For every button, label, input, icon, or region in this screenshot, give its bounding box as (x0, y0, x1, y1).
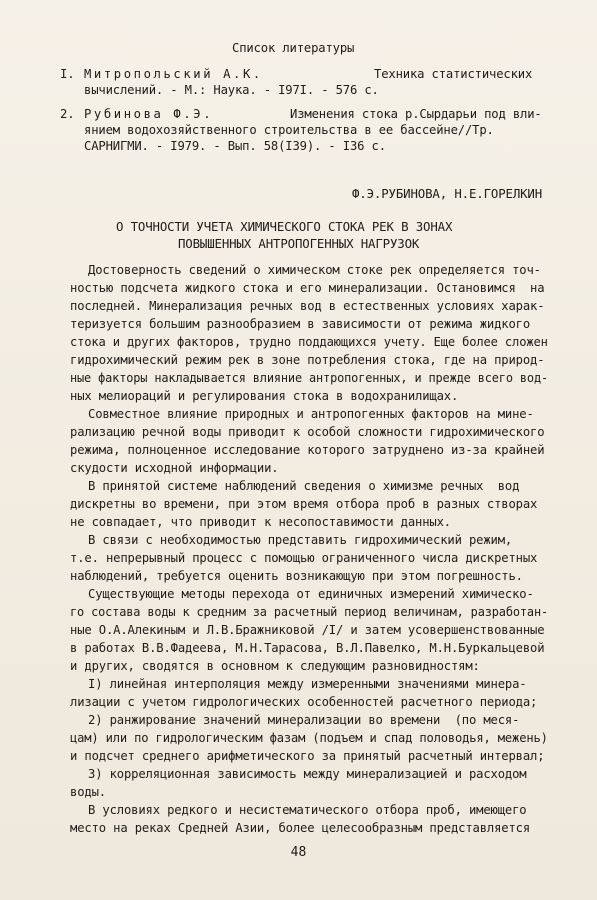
body-line: воды. (70, 785, 106, 799)
body-line: и подсчет среднего арифметического за принятый расчетный интервал; (70, 749, 545, 763)
reference-2-number: 2. (60, 107, 75, 121)
page-number: 48 (290, 845, 307, 860)
body-line: 2) ранжирование значений минерализации во времени (по меся- (88, 713, 520, 727)
body-line: цам) или по гидрологическим фазам (подъем и спад половодья, межень) (70, 731, 548, 745)
reference-1-text-2: вычислений. - М.: Наука. - I97I. - 576 с. (84, 83, 379, 97)
body-line: режима, полноценное исследование которого затруднено из-за крайней (70, 443, 545, 457)
body-line: наблюдений, требуется оценить возникающую при этом погрешность. (70, 569, 523, 583)
body-line: В связи с необходимостью представить гидрохимический режим, (88, 533, 513, 547)
body-line: I) линейная интерполяция между измеренными значениями минера- (88, 677, 527, 691)
body-line: лизации с учетом гидрологических особенностей расчетного периода; (70, 695, 538, 709)
article-authors: Ф.Э.РУБИНОВА, Н.Е.ГОРЕЛКИН (352, 186, 543, 201)
article-title-line-1: О ТОЧНОСТИ УЧЕТА ХИМИЧЕСКОГО СТОКА РЕК В ЗОНАХ (116, 219, 453, 234)
body-line: последней. Минерализация речных вод в естественных условиях харак- (70, 299, 545, 313)
reference-1-author: Митропольский А.К. (84, 67, 263, 81)
body-line: ные О.А.Алекиным и Л.В.Бражниковой /I/ и затем усовершенствованные (70, 623, 545, 637)
article-title-line-2: ПОВЫШЕННЫХ АНТРОПОГЕННЫХ НАГРУЗОК (178, 236, 420, 251)
body-line: и других, сводятся в основном к следующим разновидностям: (70, 659, 480, 673)
body-line: 3) корреляционная зависимость между минерализацией и расходом (88, 767, 527, 781)
reference-2-text-2: янием водохозяйственного строительства в ее бассейне//Тр. (84, 123, 494, 137)
reference-2-author: Рубинова Ф.Э. (84, 107, 214, 121)
body-line: в работах В.В.Фадеева, М.Н.Тарасова, В.Л.Павелко, М.Н.Буркальцевой (70, 641, 545, 655)
body-line: скудости исходной информации. (70, 461, 279, 475)
body-line: место на реках Средней Азии, более целесообразным представляется (70, 821, 530, 835)
reference-1-text-1: Техника статистических (374, 67, 533, 81)
body-line: ных мелиораций и регулирования стока в водохранилищах. (70, 389, 459, 403)
body-line: стока и других факторов, трудно поддающихся учету. Еще более сложен (70, 335, 548, 349)
body-line: Совместное влияние природных и антропогенных факторов на мине- (88, 407, 534, 421)
body-line: дискретны во времени, при этом время отбора проб в разных створах (70, 497, 538, 511)
body-line: го состава воды к средним за расчетный период величинам, разработан- (70, 605, 548, 619)
body-line: В условиях редкого и несистематического отбора проб, имеющего (88, 803, 527, 817)
references-heading: Список литературы (232, 41, 355, 55)
reference-2-text-1: Изменения стока р.Сырдарьи под вли- (290, 107, 542, 121)
reference-2-text-3: САРНИГМИ. - I979. - Вып. 58(I39). - I36 с. (84, 139, 386, 153)
body-line: ностью подсчета жидкого стока и его минерализации. Остановимся на (70, 281, 545, 295)
body-line: гидрохимический режим рек в зоне потребления стока, где на природ- (70, 353, 545, 367)
body-line: В принятой системе наблюдений сведения о химизме речных вод (88, 479, 520, 493)
body-line: теризуется большим разнообразием в зависимости от режима жидкого (70, 317, 530, 331)
body-line: рализацию речной воды приводит к особой сложности гидрохимического (70, 425, 545, 439)
body-line: не совпадает, что приводит к несопоставимости данных. (70, 515, 451, 529)
reference-1-number: I. (60, 67, 75, 81)
body-line: т.е. непрерывный процесс с помощью ограниченного числа дискретных (70, 551, 538, 565)
body-line: Существующие методы перехода от единичных измерений химическо- (88, 587, 534, 601)
body-line: ные факторы накладывается влияние антропогенных, и прежде всего вод- (70, 371, 548, 385)
body-line: Достоверность сведений о химическом стоке рек определяется точ- (88, 263, 541, 277)
